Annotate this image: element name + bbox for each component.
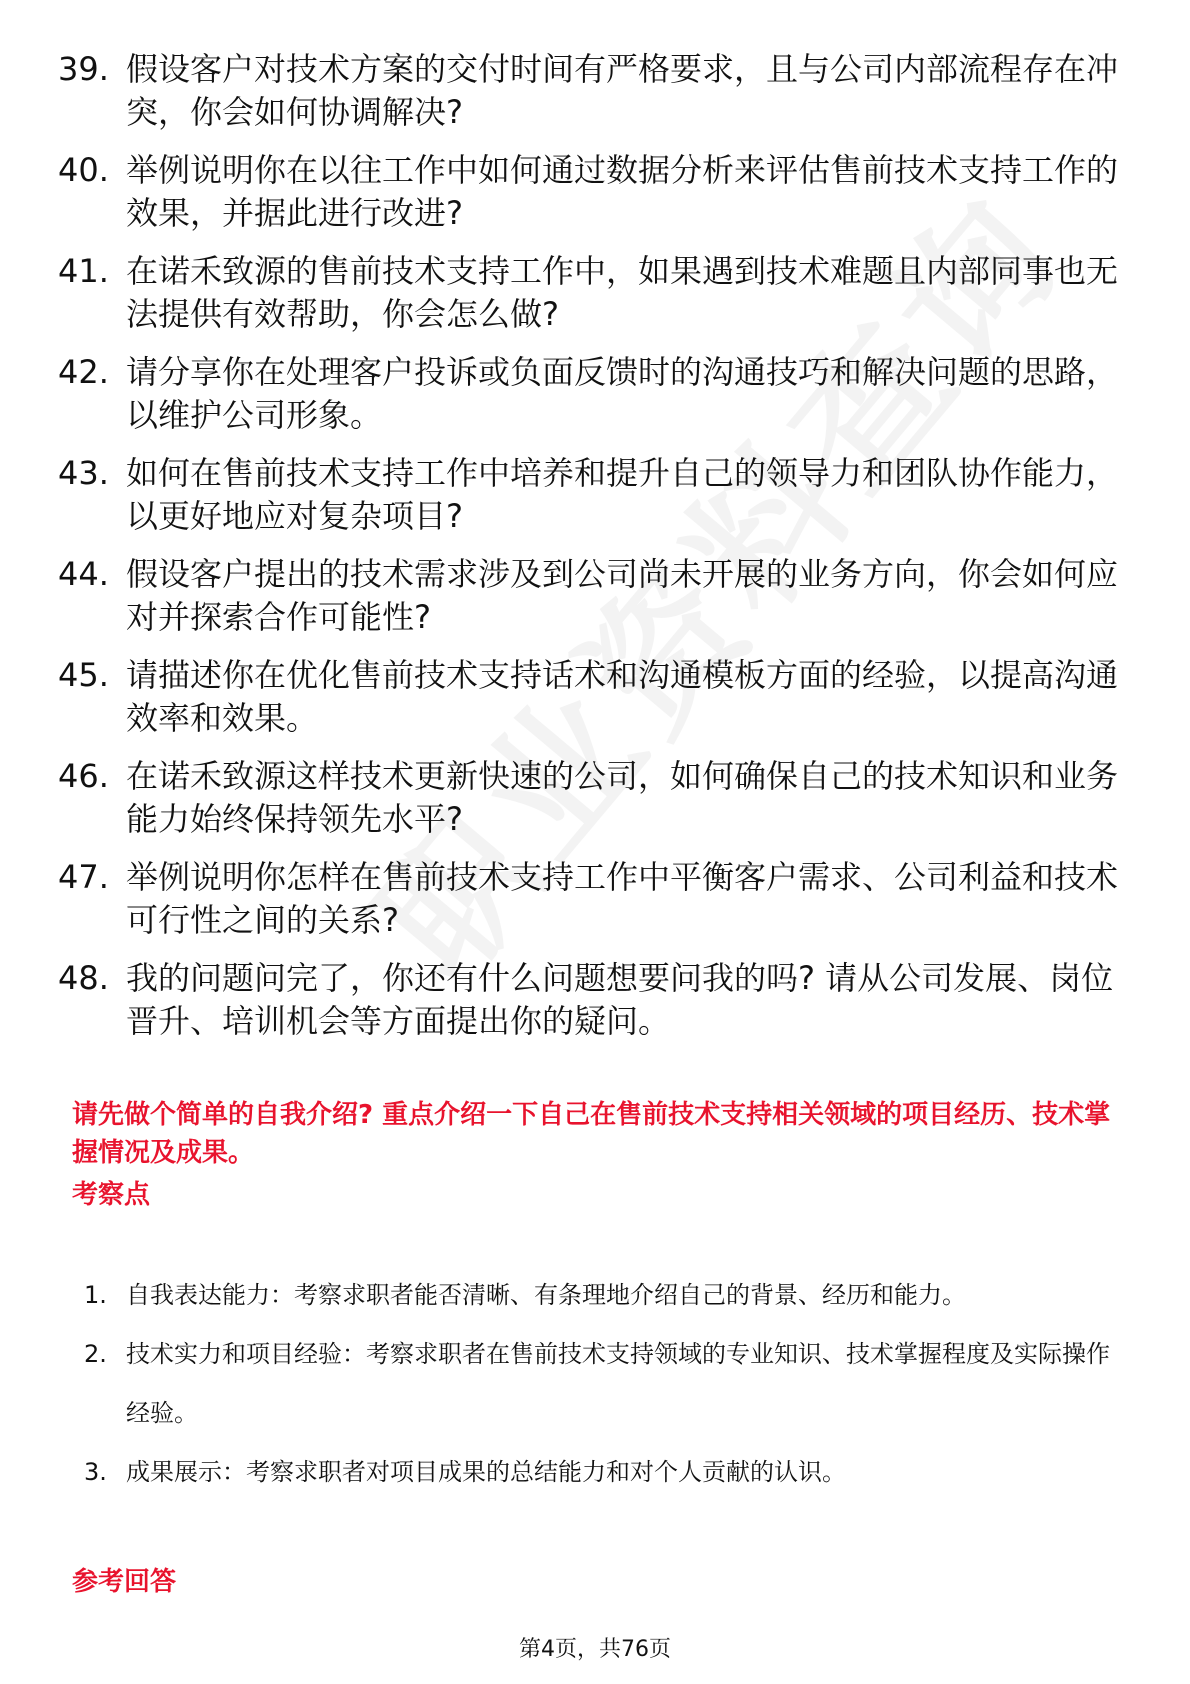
point-item xyxy=(84,1325,1124,1443)
point-number: 3. xyxy=(84,1458,107,1486)
question-item xyxy=(58,553,1118,639)
question-text: 假设客户对技术方案的交付时间有严格要求，且与公司内部流程存在冲突，你会如何协调解决? xyxy=(126,50,1119,131)
highlight-question: 请先做个简单的自我介绍? 重点介绍一下自己在售前技术支持相关领域的项目经历、技术掌握情况及成果。 xyxy=(72,1100,1111,1168)
point-number: 1. xyxy=(84,1281,107,1309)
question-number: 46. xyxy=(58,757,109,795)
section-title-points: 考察点 xyxy=(72,1180,151,1210)
question-item xyxy=(58,755,1118,841)
question-text: 假设客户提出的技术需求涉及到公司尚未开展的业务方向，你会如何应对并探索合作可能性? xyxy=(126,555,1119,636)
question-item xyxy=(58,957,1118,1043)
question-number: 39. xyxy=(58,50,109,88)
question-text: 请描述你在优化售前技术支持话术和沟通模板方面的经验，以提高沟通效率和效果。 xyxy=(126,656,1119,737)
points-list xyxy=(84,1266,1124,1502)
question-text: 在诺禾致源的售前技术支持工作中，如果遇到技术难题且内部同事也无法提供有效帮助，你会怎么做? xyxy=(126,252,1119,333)
question-number: 44. xyxy=(58,555,109,593)
question-number: 47. xyxy=(58,858,109,896)
point-number: 2. xyxy=(84,1340,107,1368)
question-item xyxy=(58,654,1118,740)
question-text: 举例说明你怎样在售前技术支持工作中平衡客户需求、公司利益和技术可行性之间的关系? xyxy=(126,858,1119,939)
question-number: 48. xyxy=(58,959,109,997)
page-footer: 第4页，共76页 xyxy=(519,1637,671,1662)
question-text: 举例说明你在以往工作中如何通过数据分析来评估售前技术支持工作的效果，并据此进行改进? xyxy=(126,151,1119,232)
question-item xyxy=(58,452,1118,538)
point-text: 技术实力和项目经验：考察求职者在售前技术支持领域的专业知识、技术掌握程度及实际操作经验。 xyxy=(126,1340,1110,1427)
question-item xyxy=(58,250,1118,336)
question-text: 我的问题问完了，你还有什么问题想要问我的吗? 请从公司发展、岗位晋升、培训机会等方面提出你的疑问。 xyxy=(126,959,1114,1040)
section-title-answer: 参考回答 xyxy=(72,1567,177,1597)
point-item xyxy=(84,1266,1124,1325)
question-item xyxy=(58,351,1118,437)
point-item xyxy=(84,1443,1124,1502)
point-text: 成果展示：考察求职者对项目成果的总结能力和对个人贡献的认识。 xyxy=(126,1458,846,1486)
question-number: 45. xyxy=(58,656,109,694)
question-text: 如何在售前技术支持工作中培养和提升自己的领导力和团队协作能力，以更好地应对复杂项目? xyxy=(126,454,1119,535)
question-number: 42. xyxy=(58,353,109,391)
point-text: 自我表达能力：考察求职者能否清晰、有条理地介绍自己的背景、经历和能力。 xyxy=(126,1281,966,1309)
question-number: 43. xyxy=(58,454,109,492)
question-item xyxy=(58,149,1118,235)
question-item xyxy=(58,856,1118,942)
question-number: 41. xyxy=(58,252,109,290)
question-item xyxy=(58,48,1118,134)
question-text: 请分享你在处理客户投诉或负面反馈时的沟通技巧和解决问题的思路，以维护公司形象。 xyxy=(126,353,1119,434)
question-text: 在诺禾致源这样技术更新快速的公司，如何确保自己的技术知识和业务能力始终保持领先水平? xyxy=(126,757,1119,838)
question-number: 40. xyxy=(58,151,109,189)
question-list xyxy=(58,48,1118,1058)
